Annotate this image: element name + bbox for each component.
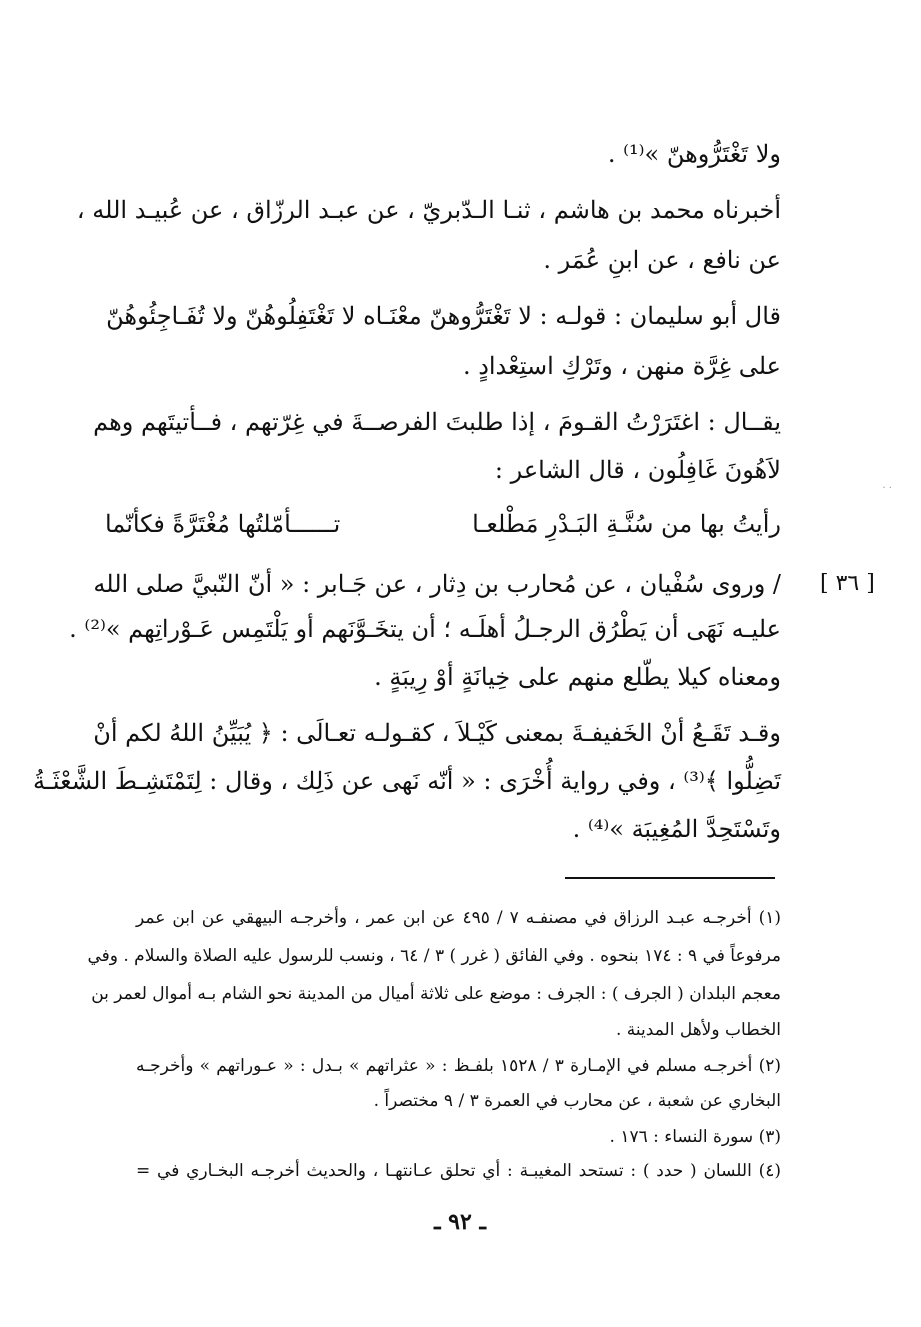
- footnote-1-line-2: مرفوعاً في ٩ : ١٧٤ بنحوه . وفي الفائق ( غرر ) ٣ / ٦٤ ، ونسب للرسول عليه الصلاة والسلام . وفي: [87, 946, 781, 966]
- text-line-13: وتَسْتَحِدَّ المُغِيبَة »⁽⁴⁾ .: [572, 815, 781, 843]
- verse-hemistich-right: رأيتُ بها من سُنَّـةِ البَـدْرِ مَطْلعـا: [472, 510, 781, 538]
- text-line-12: تَضِلُّوا ﴾⁽³⁾ ، وفي رواية أُخْرَى : « أنّه نَهى عن ذَلِك ، وقال : لِتَمْتَشِـطَ الشَّعْثَـةُ: [33, 767, 781, 795]
- footnote-separator: [565, 877, 775, 879]
- text-line-3: عن نافع ، عن ابنِ عُمَر .: [543, 246, 781, 274]
- scan-speck: · ·: [882, 483, 892, 494]
- margin-page-marker: [ ٣٦ ]: [820, 571, 875, 596]
- footnote-2-line-1: (٢) أخرجـه مسلم في الإمـارة ٣ / ١٥٢٨ بلفـظ : « عثراتهم » بـدل : « عـوراتهم » وأخرجـه: [136, 1056, 781, 1076]
- text-line-7: لاَهُونَ غَافِلُون ، قال الشاعر :: [494, 456, 781, 484]
- text-line-10: ومعناه كيلا يطّلع منهم على خِيانَةٍ أوْ رِيبَةٍ .: [374, 663, 781, 691]
- text-line-5: على غِرَّة منهن ، وتَرْكِ استِعْدادٍ .: [462, 352, 781, 380]
- footnote-2-line-2: البخاري عن شعبة ، عن محارب في العمرة ٣ / ٩ مختصراً .: [373, 1091, 781, 1111]
- text-line-4: قال أبو سليمان : قولـه : لا تَغْتَرُّوهنّ معْنَـاه لا تَغْتَفِلُوهُنّ ولا تُفَـاجِئُوهُنّ: [106, 302, 781, 330]
- text-line-11: وقـد تَقَـعُ أنْ الخَفيفـةَ بمعنى كَيْـلاَ ، كقـولـه تعـالَى : ﴿ يُبَيِّنُ اللهُ لكم أنْ: [93, 719, 781, 747]
- page-number: ـ ٩٢ ـ: [434, 1209, 486, 1235]
- verse-hemistich-left: تــــــأمّلتُها مُغْتَرَّةً فكأنّما: [105, 510, 341, 538]
- text-line-8: / وروى سُفْيان ، عن مُحارب بن دِثار ، عن جَـابر : « أنّ النّبيَّ صلى الله: [93, 570, 781, 598]
- footnote-1-line-1: (١) أخرجـه عبـد الرزاق في مصنفـه ٧ / ٤٩٥ عن ابن عمر ، وأخرجـه البيهقي عن ابن عمر: [136, 908, 781, 928]
- text-line-2: أخبرناه محمد بن هاشم ، ثنـا الـدّبريّ ، عن عبـد الرزّاق ، عن عُبيـد الله ،: [76, 196, 781, 224]
- text-line-9: عليـه نَهَى أن يَطْرُق الرجـلُ أهلَـه ؛ أن يتخَـوَّنَهم أو يَلْتَمِس عَـوْراتِهم »⁽²⁾ .: [69, 615, 781, 643]
- text-line-6: يقــال : اغتَرَرْتُ القـومَ ، إذا طلبتَ الفرصــةَ في غِرّتهم ، فــأتيتَهم وهم: [93, 408, 781, 436]
- footnote-1-line-3: معجم البلدان ( الجرف ) : الجرف : موضع على ثلاثة أميال من المدينة نحو الشام بـه أموال لعمر بن: [91, 984, 781, 1004]
- footnote-1-line-4: الخطاب ولأهل المدينة .: [616, 1020, 781, 1040]
- footnote-3: (٣) سورة النساء : ١٧٦ .: [609, 1127, 781, 1147]
- text-line-1: ولا تَغْتَرُّوهنّ »⁽¹⁾ .: [607, 140, 781, 168]
- footnote-4: (٤) اللسان ( حدد ) : تستحد المغيبـة : أي تحلق عـانتهـا ، والحديث أخرجـه البخـاري في =: [136, 1161, 781, 1181]
